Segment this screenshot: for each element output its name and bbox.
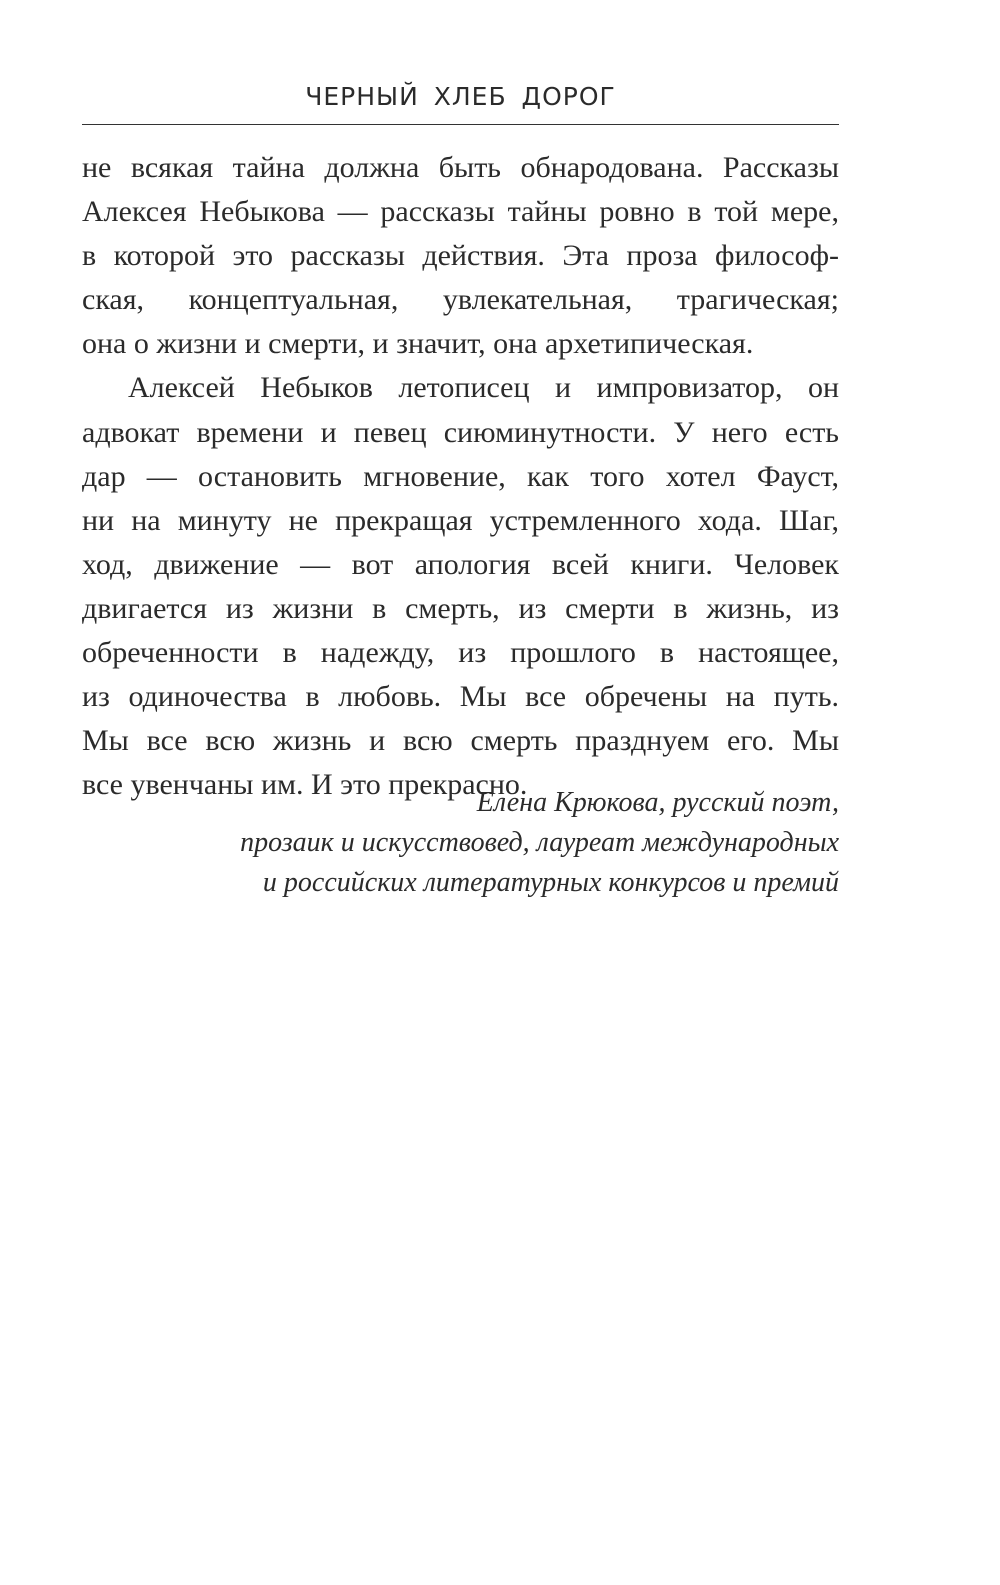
text-line: ская, концептуальная, увлекательная, трагическая; (82, 283, 839, 317)
header-rule (82, 124, 839, 125)
paragraph-2 (82, 366, 839, 807)
text-line: она о жизни и смерти, и значит, она архетипическая. (82, 327, 754, 361)
attribution-line: прозаик и искусствовед, лауреат международных (240, 827, 839, 858)
text-line: двигается из жизни в смерть, из смерти в жизнь, из (82, 591, 839, 625)
text-line: адвокат времени и певец сиюминутности. У него есть (82, 415, 839, 449)
paragraph-1 (82, 146, 839, 366)
text-line: ни на минуту не прекращая устремленного хода. Шаг, (82, 503, 839, 537)
text-line: Алексей Небыков летописец и импровизатор, он (128, 371, 839, 405)
attribution-line: Елена Крюкова, русский поэт, (476, 787, 839, 818)
text-line: Мы все всю жизнь и всю смерть празднуем его. Мы (82, 724, 839, 758)
text-line: Алексея Небыкова — рассказы тайны ровно в той мере, (82, 195, 839, 229)
text-line: ход, движение — вот апология всей книги. Человек (82, 547, 839, 581)
text-line: обреченности в надежду, из прошлого в настоящее, (82, 636, 839, 670)
text-line: из одиночества в любовь. Мы все обречены на путь. (82, 680, 839, 714)
body-text (82, 146, 839, 807)
attribution-line: и российских литературных конкурсов и премий (262, 867, 839, 898)
text-line: не всякая тайна должна быть обнародована. Рассказы (82, 151, 839, 184)
text-line: дар — остановить мгновение, как того хотел Фауст, (82, 459, 839, 493)
text-line: все увенчаны им. И это прекрасно. (82, 768, 528, 802)
text-line: в которой это рассказы действия. Эта проза философ- (82, 239, 839, 273)
author-attribution (82, 783, 839, 903)
running-title: ЧЕРНЫЙ ХЛЕБ ДОРОГ (305, 82, 616, 111)
